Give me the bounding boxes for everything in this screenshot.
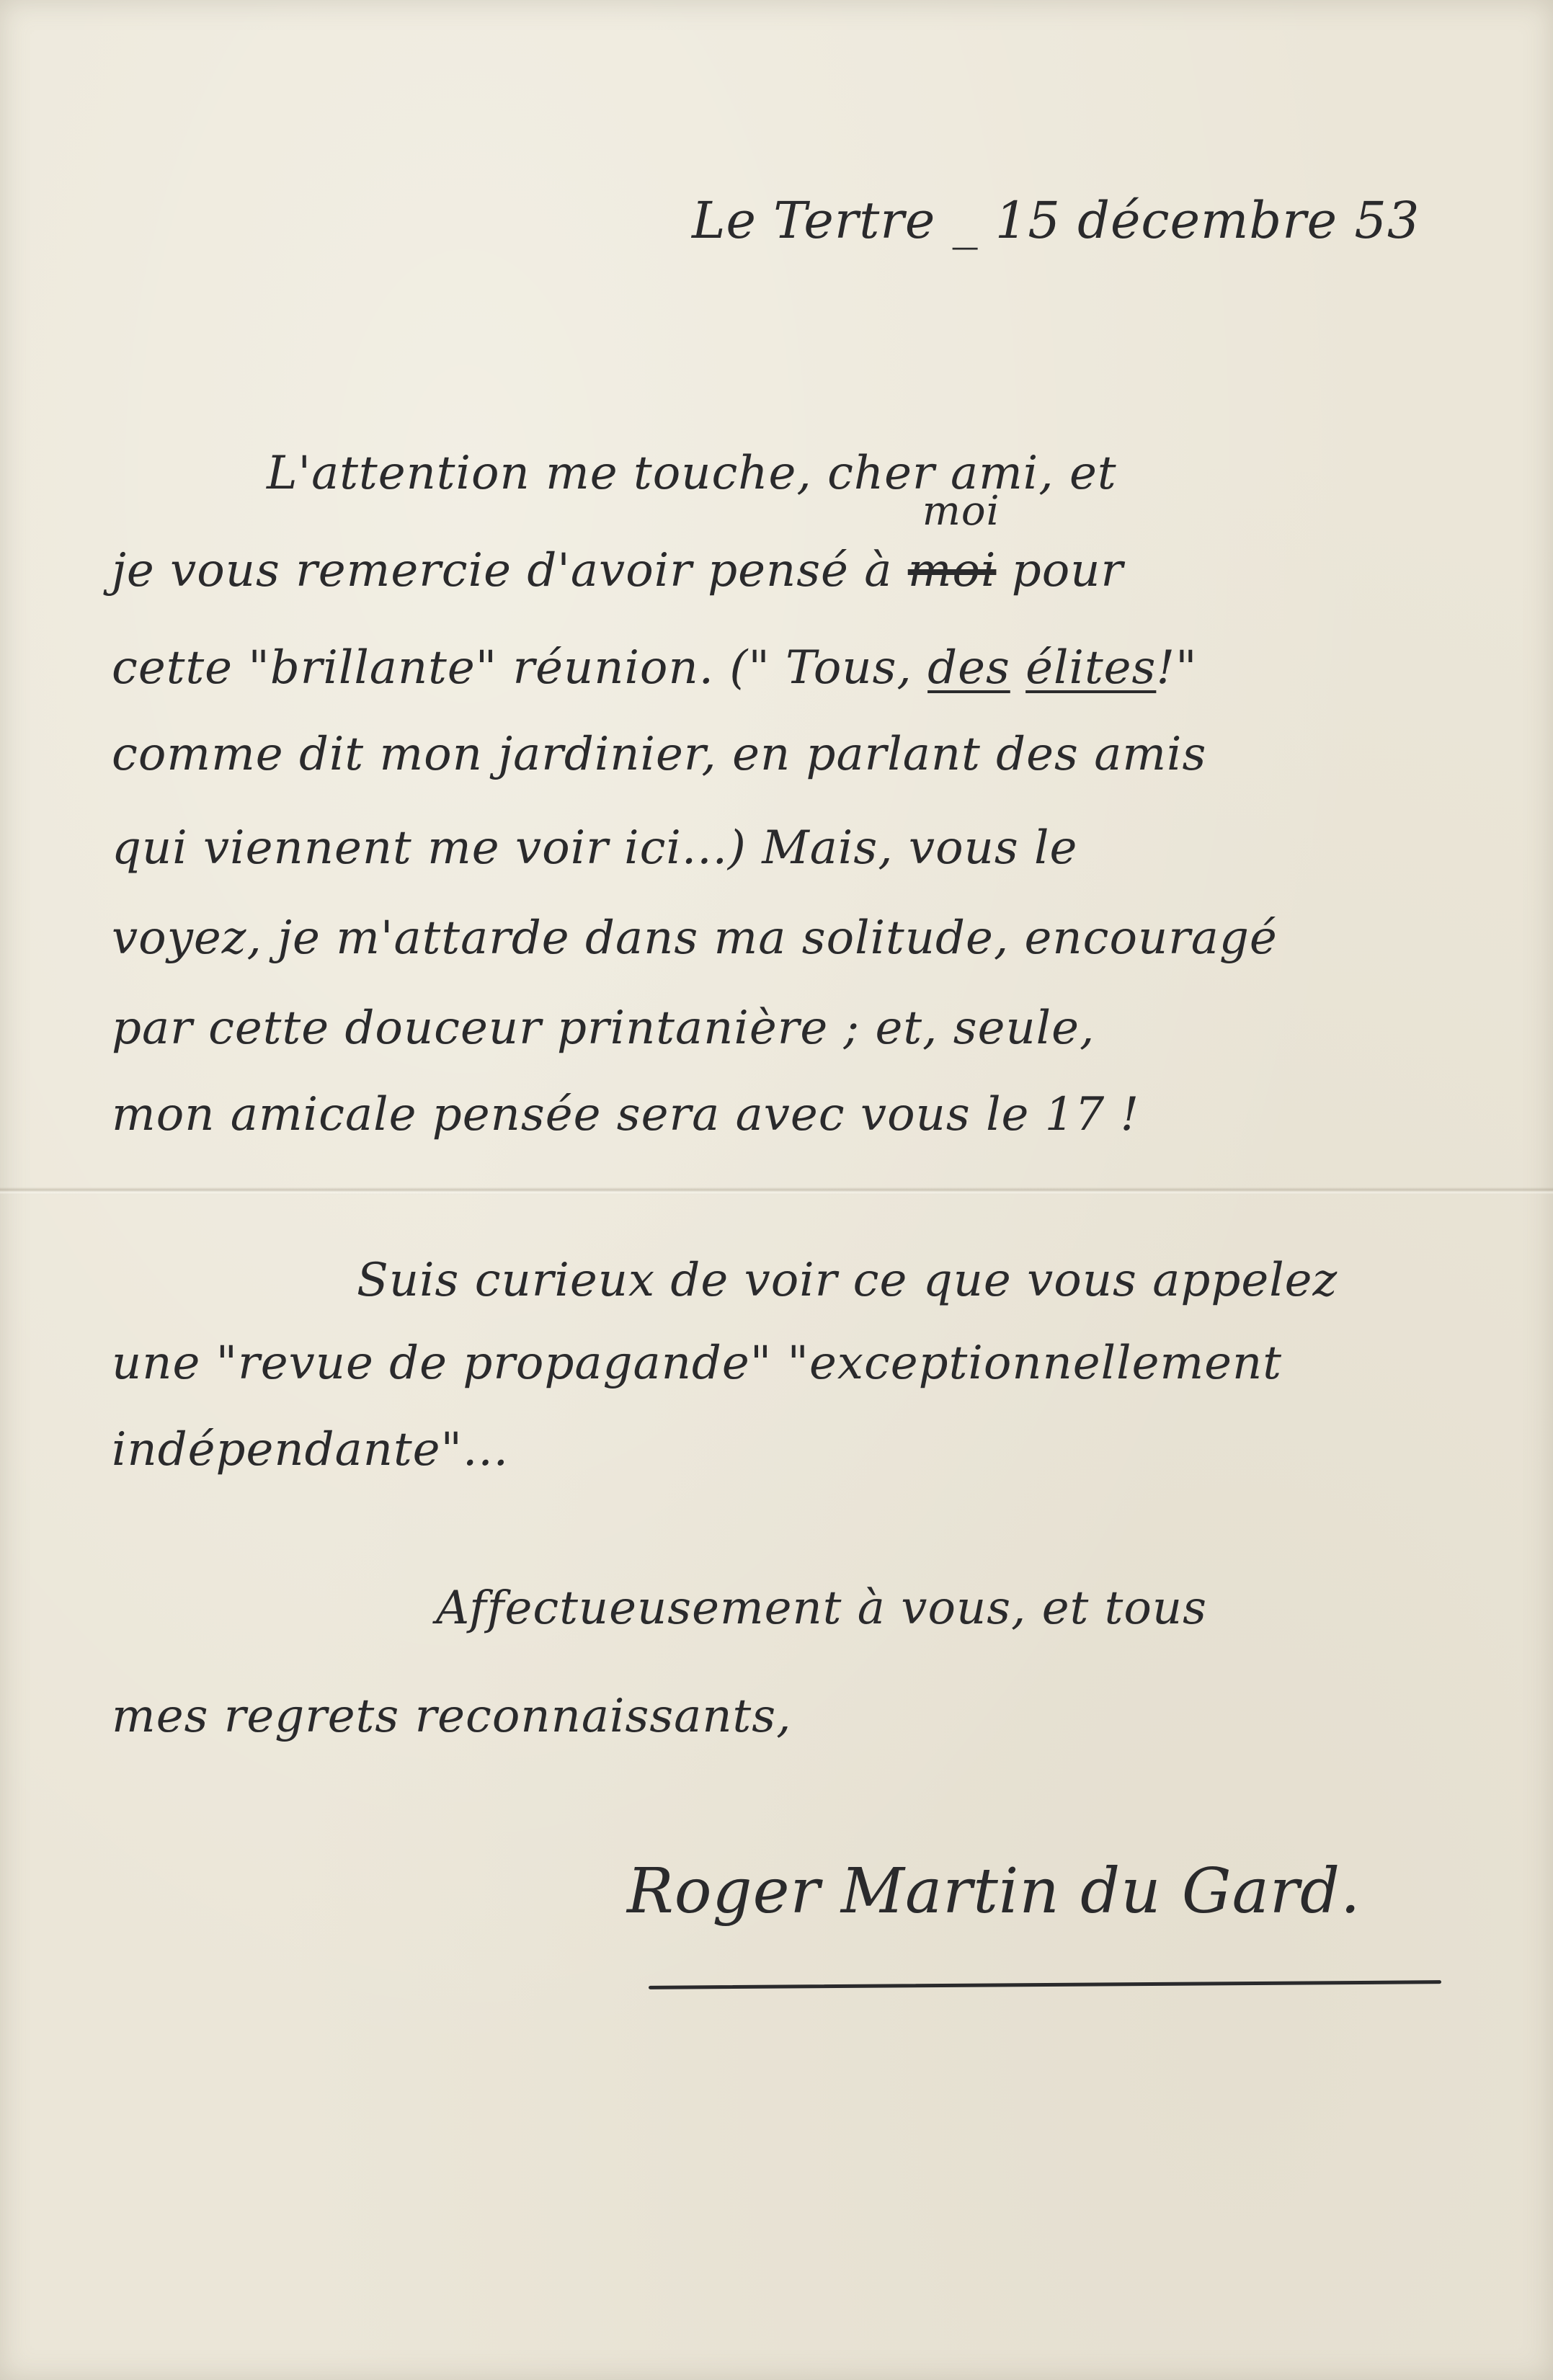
p3-line-1: Affectueusement à vous, et tous bbox=[436, 1582, 1207, 1635]
underlined-des: des bbox=[927, 641, 1010, 695]
p1-line-3-space bbox=[1010, 641, 1025, 695]
p1-line-4: comme dit mon jardinier, en parlant des amis bbox=[112, 728, 1207, 781]
p1-line-2-start: je vous remercie d'avoir pensé à bbox=[112, 544, 908, 597]
p1-line-1: L'attention me touche, cher ami, et bbox=[267, 447, 1117, 500]
p1-line-8: mon amicale pensée sera avec vous le 17 ! bbox=[112, 1088, 1140, 1141]
p1-line-3-start: cette "brillante" réunion. (" Tous, bbox=[112, 641, 928, 695]
inserted-word: moi bbox=[922, 488, 1000, 535]
underlined-elites: élites bbox=[1025, 641, 1157, 695]
p1-line-2-end: pour bbox=[996, 544, 1124, 597]
date-line: Le Tertre _ 15 décembre 53 bbox=[692, 191, 1420, 250]
struck-word: moi bbox=[907, 544, 997, 597]
p2-line-3: indépendante"... bbox=[112, 1423, 509, 1476]
correction bbox=[907, 488, 1000, 597]
p1-line-6: voyez, je m'attarde dans ma solitude, encouragé bbox=[112, 912, 1278, 965]
signature-underline bbox=[649, 1980, 1441, 1989]
p2-line-2: une "revue de propagande" "exceptionnellement bbox=[112, 1337, 1282, 1390]
p1-line-5: qui viennent me voir ici...) Mais, vous le bbox=[112, 821, 1078, 875]
p1-line-7: par cette douceur printanière ; et, seule, bbox=[112, 1002, 1095, 1055]
signature: Roger Martin du Gard. bbox=[627, 1855, 1361, 1927]
p3-line-2: mes regrets reconnaissants, bbox=[112, 1690, 792, 1743]
p1-line-3 bbox=[112, 641, 1198, 695]
paper-fold bbox=[0, 1187, 1553, 1195]
p1-line-2 bbox=[112, 488, 1124, 597]
p1-line-3-end: !" bbox=[1156, 641, 1198, 695]
p2-line-1: Suis curieux de voir ce que vous appelez bbox=[357, 1254, 1338, 1307]
